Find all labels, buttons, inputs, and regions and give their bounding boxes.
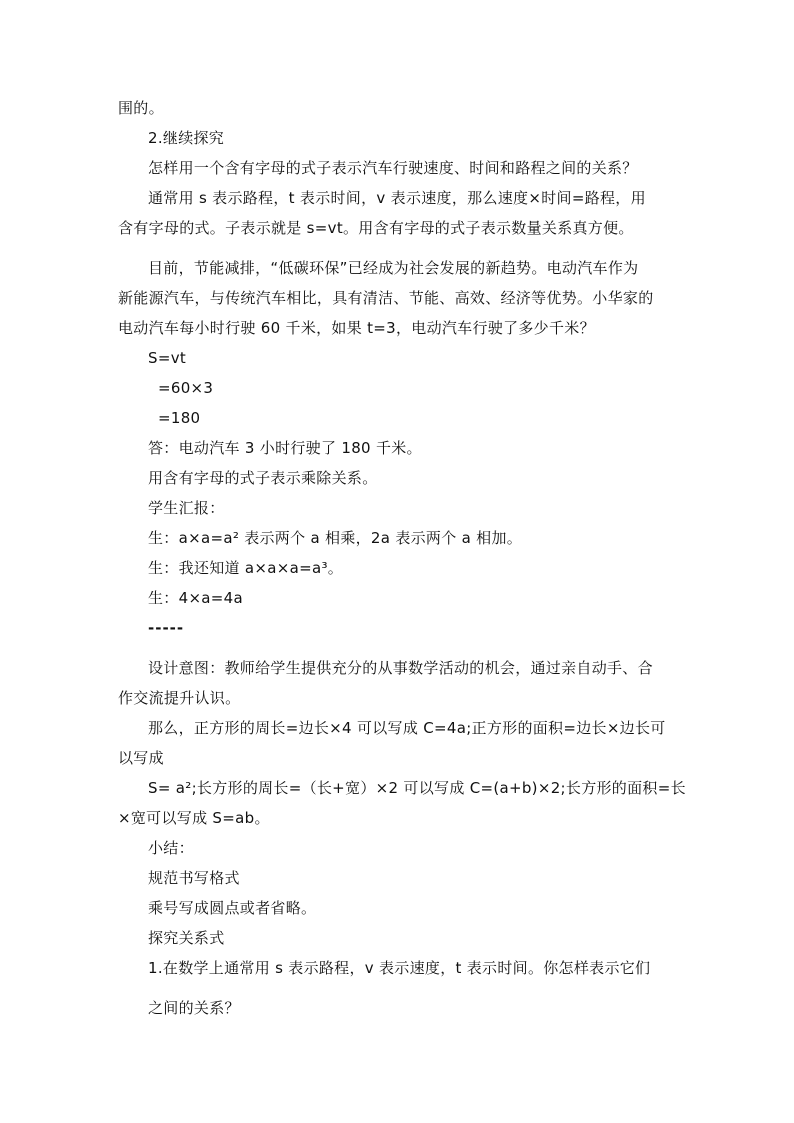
text-line: 小结： <box>148 839 194 857</box>
text-line: 用含有字母的式子表示乘除关系。 <box>148 469 378 487</box>
text-line: ×宽可以写成 S=ab。 <box>118 809 270 827</box>
text-line: S=vt <box>148 349 187 367</box>
text-line: 通常用 s 表示路程，t 表示时间，v 表示速度，那么速度×时间=路程，用 <box>148 189 646 207</box>
text-line: ----- <box>148 619 185 637</box>
text-line: 乘号写成圆点或者省略。 <box>148 899 317 917</box>
text-line: 规范书写格式 <box>148 869 240 887</box>
text-line: 生：我还知道 a×a×a=a³。 <box>148 559 344 577</box>
text-line: =180 <box>158 409 201 427</box>
text-line: 学生汇报： <box>148 499 225 517</box>
text-line: 含有字母的式。子表示就是 s=vt。用含有字母的式子表示数量关系真方便。 <box>118 219 634 237</box>
text-line: 生：4×a=4a <box>148 589 244 607</box>
text-line: 2.继续探究 <box>148 129 225 147</box>
text-line: 探究关系式 <box>148 929 225 947</box>
text-line: 电动汽车每小时行驶 60 千米，如果 t=3，电动汽车行驶了多少千米？ <box>118 319 595 337</box>
text-line: 之间的关系？ <box>148 999 240 1017</box>
text-line: 怎样用一个含有字母的式子表示汽车行驶速度、时间和路程之间的关系？ <box>148 159 638 177</box>
text-line: 目前，节能减排，“低碳环保”已经成为社会发展的新趋势。电动汽车作为 <box>148 259 639 277</box>
text-line: 新能源汽车，与传统汽车相比，具有清洁、节能、高效、经济等优势。小华家的 <box>118 289 654 307</box>
text-line: 设计意图：教师给学生提供充分的从事数学活动的机会，通过亲自动手、合 <box>148 659 653 677</box>
text-line: 那么，正方形的周长=边长×4 可以写成 C=4a;正方形的面积=边长×边长可 <box>148 719 666 737</box>
text-line: 以写成 <box>118 749 164 767</box>
text-line: S= a²;长方形的周长=（长+宽）×2 可以写成 C=(a+b)×2;长方形的面积=长 <box>148 779 686 797</box>
text-line: 1.在数学上通常用 s 表示路程，v 表示速度，t 表示时间。你怎样表示它们 <box>148 959 651 977</box>
text-line: 答：电动汽车 3 小时行驶了 180 千米。 <box>148 439 422 457</box>
text-line: =60×3 <box>158 379 214 397</box>
text-line: 生：a×a=a² 表示两个 a 相乘，2a 表示两个 a 相加。 <box>148 529 523 547</box>
text-line: 作交流提升认识。 <box>118 689 241 707</box>
text-line: 围的。 <box>118 99 164 117</box>
